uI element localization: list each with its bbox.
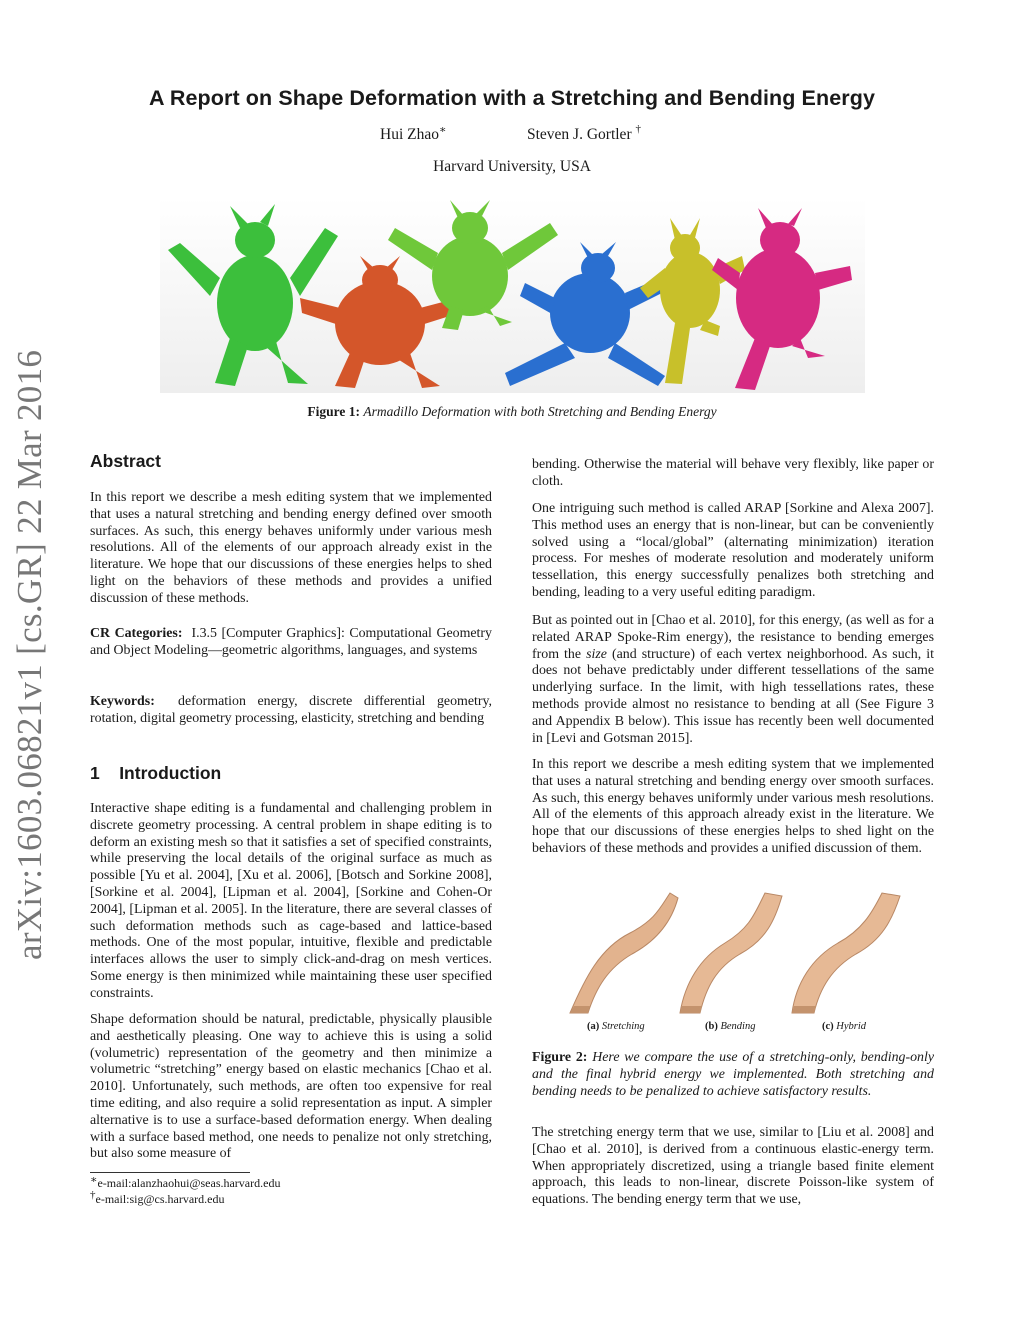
intro-paragraph-2: Shape deformation should be natural, predictable, physically plausible and aesthetically pleasing. One way to achieve this is using a solid (volumetric) representation of the geometry and then minimize a volumetric “stretching” energy based on elastic mechanics [Chao et al. 2010]. Unfortunately, such methods, are often too expensive for real time editing, and also require a solid representation as input. A simpler alternative is to use a surface-based deformation energy. When dealing with a surface based method, one needs to penalize not only stretching, but also some measure of [90,1012,492,1162]
keywords: Keywords: deformation energy, discrete differential geometry, rotation, digital geometry processing, elasticity, stretching and bending [90,694,492,726]
right-paragraph-4: The stretching energy term that we use, similar to [Liu et al. 2008] and [Chao et al. 2010], is derived from a continuous elastic-energy term. When appropriately discretized, using a triangle based finite element approach, this leads to non-linear, discrete Poisson-like system of equations. The bending energy term that we use, [532,1125,934,1208]
intro-paragraph-1: Interactive shape editing is a fundamental and challenging problem in discrete geometry processing. A central problem in shape editing is to deform an existing mesh so that it satisfies a set of specified constraints, while preserving the local details of the original surface as much as possible [Yu et al. 2004], [Xu et al. 2006], [Botsch and Sorkine 2008], [Sorkine et al. 2004], [Lipman et al. 2004], [Sorkine and Cohen-Or 2004], [Lipman et al. 2005]. In the literature, there are several classes of such deformation methods such as cage-based and lattice-based methods. One of the most popular, intuitive, flexible and predictable interfaces allows the user to simply click-and-drag on mesh vertices. Some energy is then minimized while maintaining these user specified constraints. [90,801,492,1001]
footnote-2: †e-mail:sig@cs.harvard.edu [90,1189,225,1206]
cr-categories: CR Categories: I.3.5 [Computer Graphics]: Computational Geometry and Object Modeling—geometric algorithms, languages, and systems [90,626,492,658]
strip-hybrid [792,893,900,1013]
author-2-mark: † [635,123,641,135]
abstract-heading: Abstract [90,451,161,471]
intro-heading: 1 Introduction [90,763,222,783]
right-paragraph-3: In this report we describe a mesh editing system that we implemented that uses a natural stretching and bending energy over smooth surfaces. As such, this energy behaves uniformly under various mesh resolutions. All of the elements of this approach already exist in the literature. We hope that our discussions of these energies helps to shed light on the behaviors of these methods and provides a unified discussion of them. [532,757,934,856]
author-1: Hui Zhao∗ [380,124,447,143]
right-paragraph-1: One intriguing such method is called ARAP [Sorkine and Alexa 2007]. This method uses an energy that is non-linear, but can be conveniently solved using a “local/global” (alternating minimization) iteration process. For meshes of moderate resolution and moderately uniform tessellation, this energy successfully penalizes both stretching and bending, leading to a very useful editing paradigm. [532,501,934,600]
right-paragraph-0: bending. Otherwise the material will behave very flexibly, like paper or cloth. [532,457,934,489]
subcaption-a: (a) Stretching [587,1021,645,1032]
figure2-caption: Figure 2: Here we compare the use of a stretching-only, bending-only and the final hybrid energy we implemented. Both stretching and bending needs to be penalized to achieve satisfactory results. [532,1050,935,1099]
footnote-1: ∗e-mail:alanzhaohui@seas.harvard.edu [90,1174,281,1190]
strip-stretching [570,893,678,1013]
strip-bending [680,893,782,1013]
figure1-image [160,198,865,393]
right-paragraph-2: But as pointed out in [Chao et al. 2010], for this energy, (as well as for a related ARAP Spoke-Rim energy), the resistance to bending emerges from the size (and structure) of each vertex neighborhood. As such, it does not behave predictably under different tessellations of the same underlying surface. In the limit, with high tessellations rates, these methods provide almost no resistance to bending at all (See Figure 3 and Appendix B below). This issue has recently been well documented in [Levi and Gotsman 2015]. [532,613,934,746]
figure1-caption: Figure 1: Armadillo Deformation with both Stretching and Bending Energy [307,404,717,419]
paper-title: A Report on Shape Deformation with a Stretching and Bending Energy [148,86,876,110]
abstract-text: In this report we describe a mesh editing system that we implemented that uses a natural stretching and bending energy defined over smooth surfaces. As such, this energy behaves uniformly under various mesh resolutions. All of the elements of our approach already exist in the literature. We hope that our discussions of these energies helps to shed light on the behaviors of these methods and provides a unified discussion of these methods. [90,490,492,606]
arxiv-stamp: arXiv:1603.06821v1 [cs.GR] 22 Mar 2016 [10,349,49,960]
author-1-mark: ∗ [438,124,447,136]
subcaption-b: (b) Bending [705,1021,756,1032]
author-2: Steven J. Gortler † [527,123,641,143]
figure2-image [560,888,910,1018]
footnote-rule [90,1172,250,1173]
subcaption-c: (c) Hybrid [822,1021,867,1032]
affiliation: Harvard University, USA [433,158,591,175]
